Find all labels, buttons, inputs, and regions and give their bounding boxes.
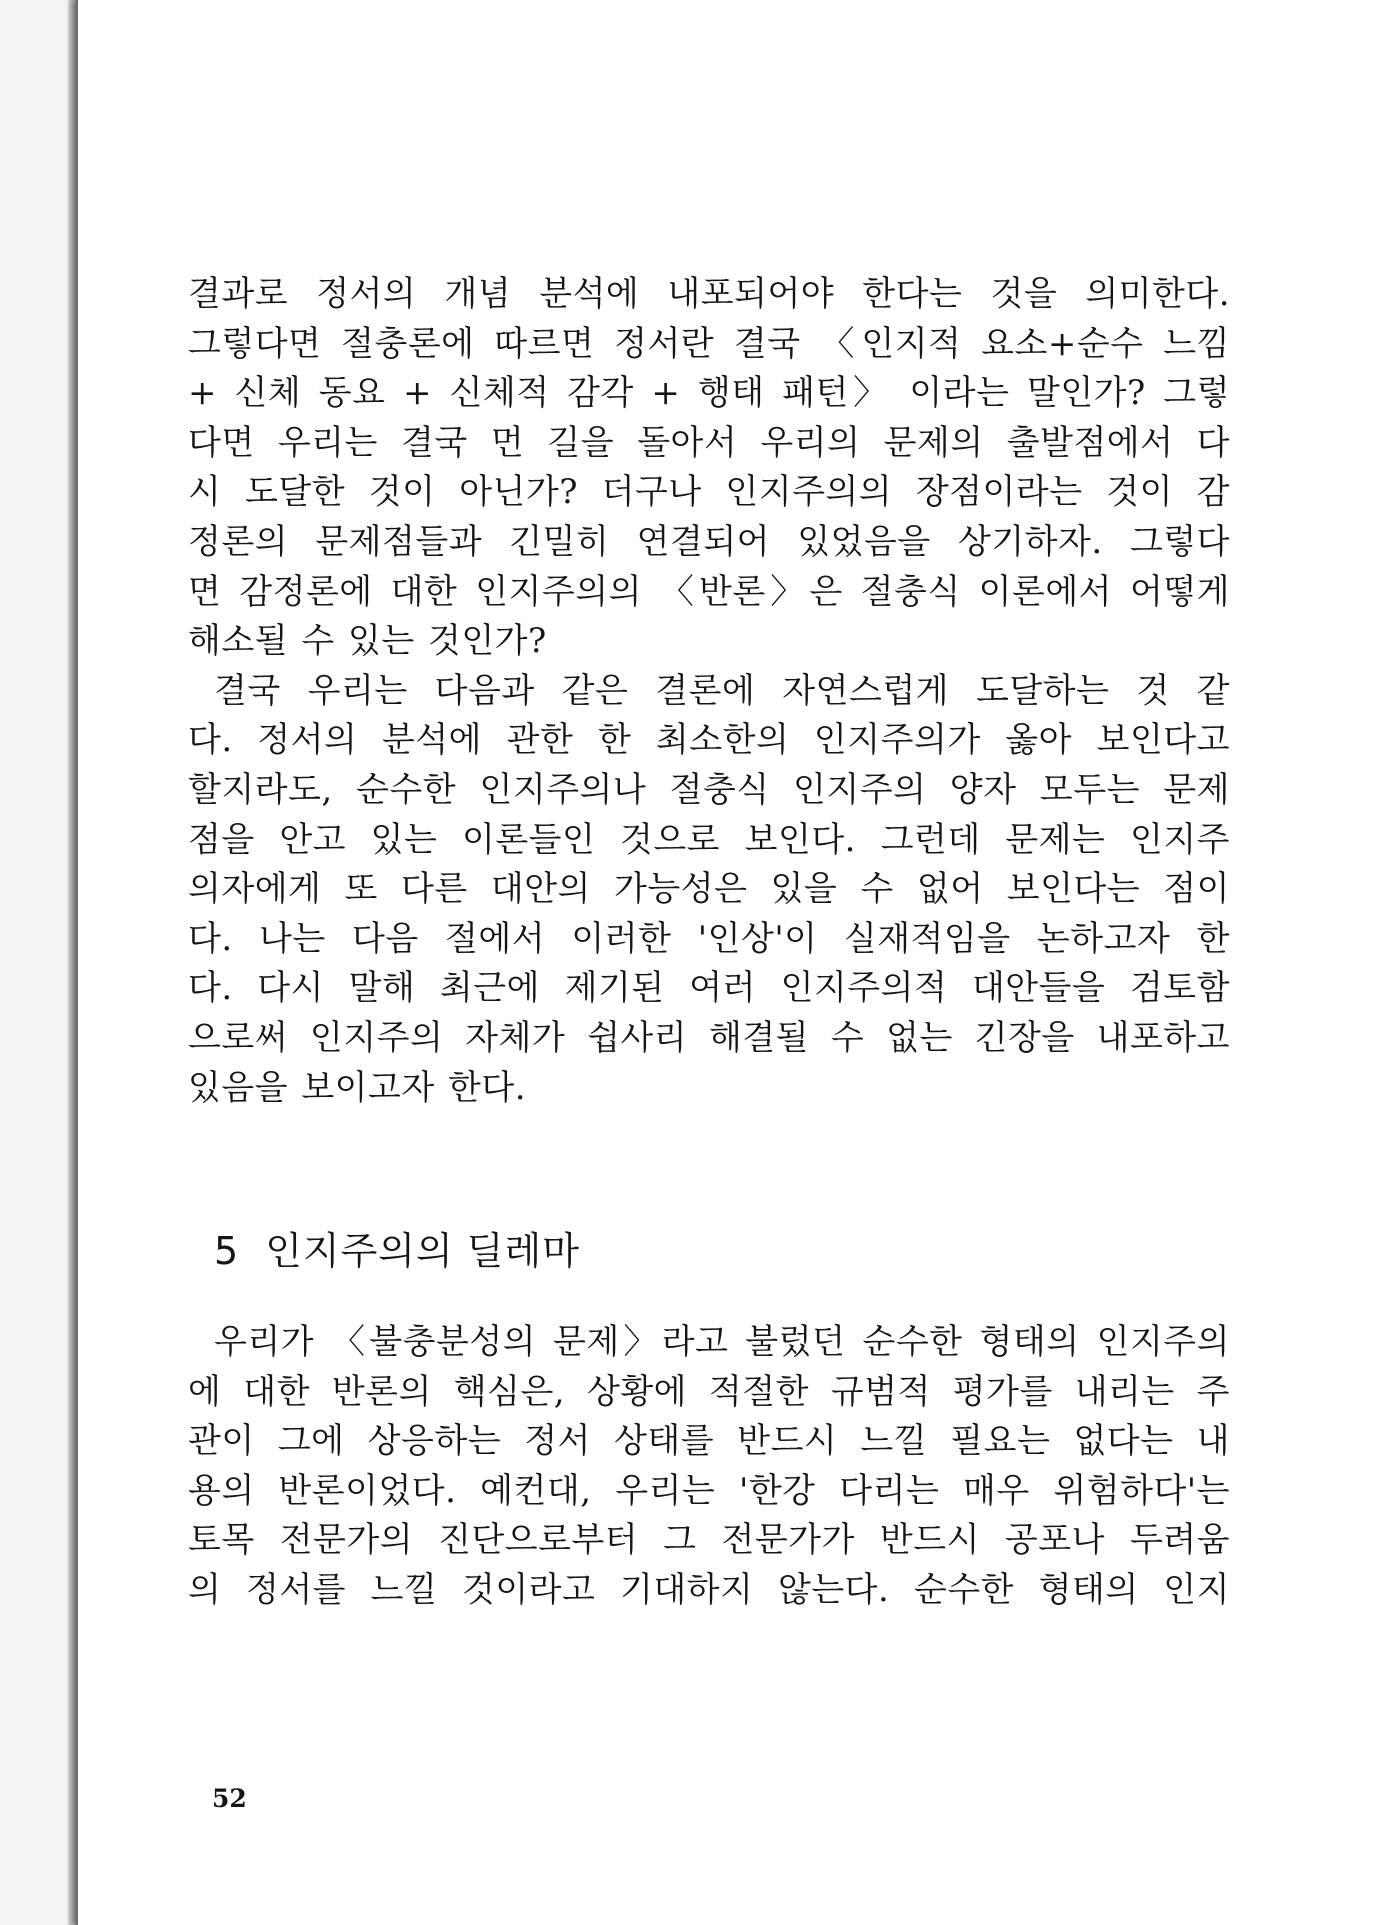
paragraph-2 — [188, 667, 1230, 1113]
text-line: 할지라도, 순수한 인지주의나 절충식 인지주의 양자 모두는 문제 — [188, 769, 1230, 810]
text-line: 에 대한 반론의 핵심은, 상황에 적절한 규범적 평가를 내리는 주 — [188, 1371, 1230, 1412]
text-line: 토목 전문가의 진단으로부터 그 전문가가 반드시 공포나 두려움 — [188, 1520, 1230, 1561]
text-line: 점을 안고 있는 이론들인 것으로 보인다. 그런데 문제는 인지주 — [188, 819, 1230, 860]
section-title: 인지주의의 딜레마 — [265, 1229, 580, 1273]
text-line: 용의 반론이었다. 예컨대, 우리는 '한강 다리는 매우 위험하다'는 — [188, 1470, 1230, 1511]
page-number: 52 — [212, 1784, 247, 1813]
text-line: 결과로 정서의 개념 분석에 내포되어야 한다는 것을 의미한다. — [188, 274, 1230, 314]
text-line: 으로써 인지주의 자체가 쉽사리 해결될 수 없는 긴장을 내포하고 — [188, 1017, 1230, 1058]
body-text-top — [188, 270, 1230, 1113]
body-text-bottom — [188, 1318, 1230, 1616]
section-number: 5 — [214, 1229, 240, 1273]
paragraph-3 — [188, 1318, 1230, 1616]
text-line: + 신체 동요 + 신체적 감각 + 행태 패턴〉 이라는 말인가? 그렇 — [188, 373, 1230, 414]
text-line: 그렇다면 절충론에 따르면 정서란 결국 〈인지적 요소+순수 느낌 — [188, 323, 1230, 364]
text-line: 우리가 〈불충분성의 문제〉라고 불렀던 순수한 형태의 인지주의 — [214, 1322, 1230, 1362]
text-line: 다. 나는 다음 절에서 이러한 '인상'이 실재적임을 논하고자 한 — [188, 918, 1230, 959]
section-heading — [214, 1220, 580, 1275]
text-line: 의 정서를 느낄 것이라고 기대하지 않는다. 순수한 형태의 인지 — [188, 1569, 1230, 1610]
text-line: 면 감정론에 대한 인지주의의 〈반론〉은 절충식 이론에서 어떻게 — [188, 571, 1230, 612]
paragraph-1 — [188, 270, 1230, 667]
text-line: 다. 정서의 분석에 관한 한 최소한의 인지주의가 옳아 보인다고 — [188, 720, 1230, 761]
text-line: 관이 그에 상응하는 정서 상태를 반드시 느낄 필요는 없다는 내 — [188, 1421, 1230, 1462]
text-line: 시 도달한 것이 아닌가? 더구나 인지주의의 장점이라는 것이 감 — [188, 472, 1230, 513]
text-line: 다면 우리는 결국 먼 길을 돌아서 우리의 문제의 출발점에서 다 — [188, 422, 1230, 463]
text-line: 있음을 보이고자 한다. — [188, 1067, 527, 1108]
text-line: 정론의 문제점들과 긴밀히 연결되어 있었음을 상기하자. 그렇다 — [188, 521, 1230, 562]
text-line: 결국 우리는 다음과 같은 결론에 자연스럽게 도달하는 것 같 — [214, 670, 1230, 711]
text-line: 해소될 수 있는 것인가? — [188, 621, 547, 662]
text-line: 다. 다시 말해 최근에 제기된 여러 인지주의적 대안들을 검토함 — [188, 968, 1230, 1009]
text-line: 의자에게 또 다른 대안의 가능성은 있을 수 없어 보인다는 점이 — [188, 869, 1230, 910]
